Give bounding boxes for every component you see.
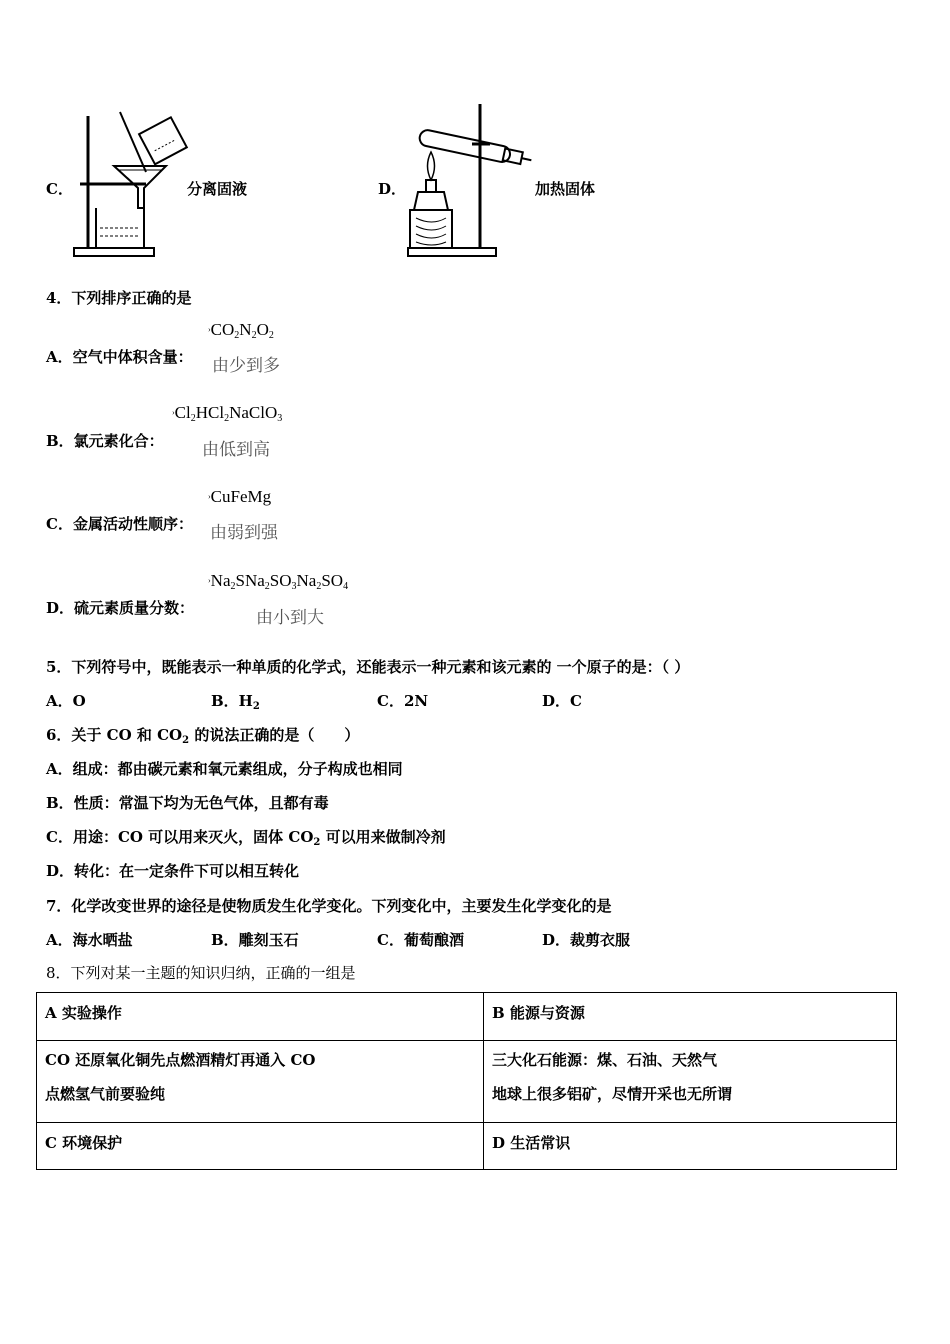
q3-option-d-caption: 加热固体 — [535, 180, 596, 198]
table-cell-a — [37, 1041, 484, 1123]
q5-option-d: D．C — [542, 692, 582, 710]
table-head-d: D 生活常识 — [484, 1123, 897, 1170]
table-head-a: A 实验操作 — [37, 993, 484, 1041]
table-cell-a-line: CO 还原氧化铜先点燃酒精灯再通入 CO — [45, 1051, 316, 1069]
q8-stem: 8．下列对某一主题的知识归纳，正确的一组是 — [46, 964, 356, 982]
table-cell-a-line: 点燃氢气前要验纯 — [45, 1085, 166, 1103]
q4-option-d-label: D．硫元素质量分数： — [46, 599, 195, 617]
q6-option-c: C．用途：CO 可以用来灭火，固体 $CO_2$ 可以用来做制冷剂 — [46, 828, 446, 848]
table-cell-b-line: 地球上很多铝矿，尽情开采也无所谓 — [492, 1085, 733, 1103]
q7-option-d: D．裁剪衣服 — [542, 931, 631, 949]
q4-option-c-order: 由弱到强 — [210, 523, 278, 543]
q4-option-a-order: 由少到多 — [212, 356, 280, 376]
q7-stem: 7．化学改变世界的途径是使物质发生化学变化。下列变化中，主要发生化学变化的是 — [46, 897, 612, 915]
q6-option-b: B．性质：常温下均为无色气体，且都有毒 — [46, 794, 329, 812]
table-head-c: C 环境保护 — [37, 1123, 484, 1170]
q4-option-c-label: C．金属活动性顺序： — [46, 515, 193, 533]
q6-stem: 6．关于 CO 和 $CO_2$ 的说法正确的是（ ） — [46, 726, 360, 746]
q4-option-d-formula: $›Na_2SNa_2SO_3Na_2SO_4$ — [208, 571, 349, 592]
q5-option-c: C．2N — [377, 692, 429, 710]
q5-option-b: B．$H_2$ — [211, 692, 260, 712]
q8-knowledge-table — [36, 992, 897, 1170]
q5-option-a: A．O — [46, 692, 86, 710]
q7-option-b: B．雕刻玉石 — [211, 931, 299, 949]
q7-option-c: C．葡萄酿酒 — [377, 931, 464, 949]
q3-option-c-letter: C． — [46, 180, 73, 198]
q5-stem: 5．下列符号中，既能表示一种单质的化学式，还能表示一种元素和该元素的 一个原子的是：（ ） — [46, 658, 690, 676]
q4-option-b-label: B．氯元素化合： — [46, 432, 164, 450]
q4-option-b-formula: $›Cl_2HCl_2NaClO_3$ — [172, 403, 283, 424]
q7-option-a: A．海水晒盐 — [46, 931, 133, 949]
q4-option-d-order: 由小到大 — [256, 608, 324, 628]
q4-stem: 4．下列排序正确的是 — [46, 289, 192, 307]
heating-apparatus-figure — [404, 100, 539, 262]
q4-option-a-label: A．空气中体积含量： — [46, 348, 193, 366]
table-cell-b — [484, 1041, 897, 1123]
q4-option-b-order: 由低到高 — [202, 440, 270, 460]
q3-option-c-caption: 分离固液 — [187, 180, 248, 198]
q4-option-c-formula: ›CuFeMg — [208, 487, 272, 506]
q3-option-d-letter: D． — [378, 180, 407, 198]
table-cell-b-line: 三大化石能源：煤、石油、天然气 — [492, 1051, 718, 1069]
q6-option-a: A．组成：都由碳元素和氧元素组成，分子构成也相同 — [46, 760, 403, 778]
q6-option-d: D．转化：在一定条件下可以相互转化 — [46, 862, 300, 880]
q4-option-a-formula: $›CO_2N_2O_2$ — [208, 320, 274, 341]
filtration-apparatus-figure — [66, 108, 196, 263]
table-head-b: B 能源与资源 — [484, 993, 897, 1041]
